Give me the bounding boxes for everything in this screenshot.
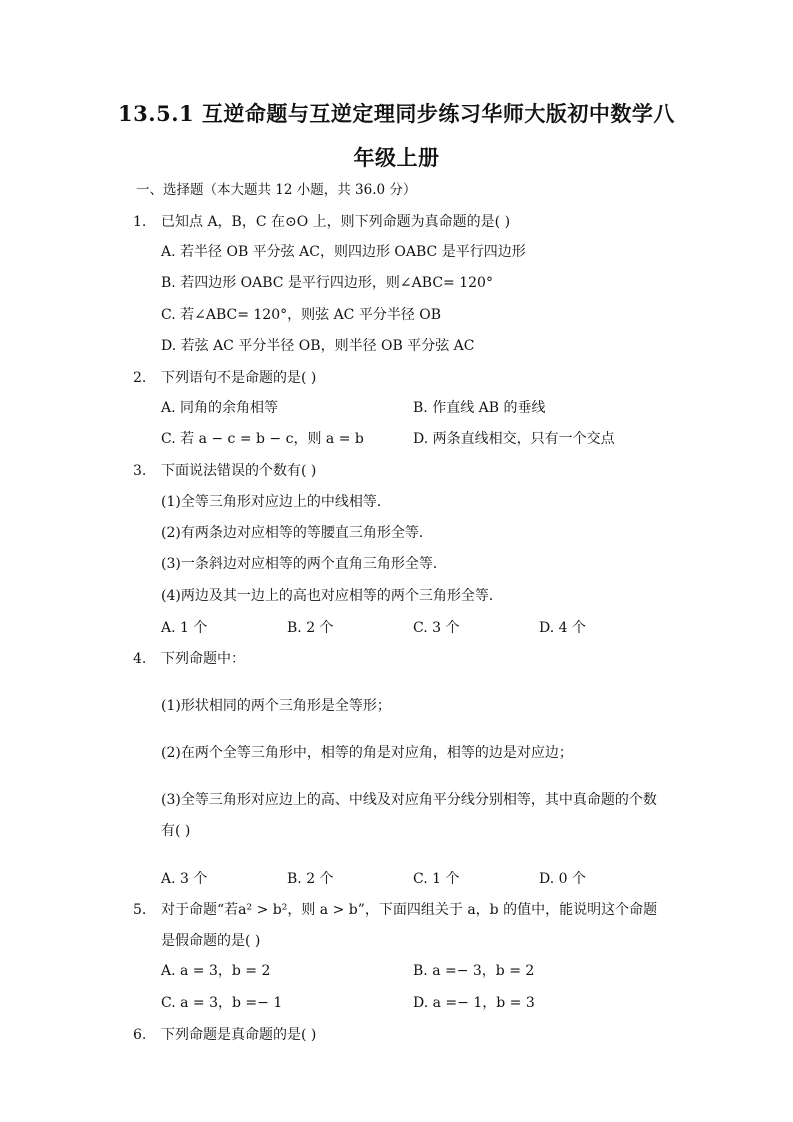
option: A. 若半径 OB 平分弦 AC，则四边形 OABC 是平行四边形 [161,244,526,260]
option: A. 3 个 [161,871,208,887]
question-number: 2. [133,370,147,386]
doc-title-line1: 13.5.1 互逆命题与互逆定理同步练习华师大版初中数学八 [118,101,675,126]
question-stem: 已知点 A，B，C 在⊙O 上，则下列命题为真命题的是( ) [161,214,511,230]
option: B. 作直线 AB 的垂线 [413,400,546,416]
option: A. 1 个 [161,620,208,636]
question-number: 5. [133,902,147,918]
option: B. a =− 3，b = 2 [413,963,535,979]
question-number: 3. [133,463,147,479]
question-stem: 下面说法错误的个数有( ) [161,463,317,479]
question-stem: 下列命题是真命题的是( ) [161,1027,317,1043]
question-number: 1. [133,214,147,230]
option: B. 2 个 [287,871,334,887]
option: C. 3 个 [413,620,460,636]
option: B. 若四边形 OABC 是平行四边形，则∠ABC= 120° [161,275,493,291]
question-stem: 对于命题“若a² > b²，则 a > b”，下面四组关于 a，b 的值中，能说明这个命题 [161,902,658,918]
statement: (1)全等三角形对应边上的中线相等． [161,494,391,510]
question-stem: 下列命题中： [161,651,245,667]
statement: (2)有两条边对应相等的等腰直三角形全等． [161,525,433,541]
question-stem: 下列语句不是命题的是( ) [161,370,317,386]
section-heading: 一、选择题（本大题共 12 小题，共 36.0 分） [136,182,417,198]
statement: (3)一条斜边对应相等的两个直角三角形全等． [161,556,447,572]
doc-title-line2: 年级上册 [353,145,440,170]
option: C. 1 个 [413,871,460,887]
option: D. 两条直线相交，只有一个交点 [413,431,615,447]
option: A. 同角的余角相等 [161,400,279,416]
option: C. a = 3，b =− 1 [161,995,283,1011]
option: B. 2 个 [287,620,334,636]
statement: (1)形状相同的两个三角形是全等形； [161,698,391,714]
question-number: 4. [133,651,147,667]
question-number: 6. [133,1027,147,1043]
question-stem-continued: 是假命题的是( ) [161,933,261,949]
option: D. 0 个 [539,871,586,887]
option: A. a = 3，b = 2 [161,963,271,979]
statement: (2)在两个全等三角形中，相等的角是对应角，相等的边是对应边； [161,745,573,761]
option: D. 若弦 AC 平分半径 OB，则半径 OB 平分弦 AC [161,338,475,354]
option: D. 4 个 [539,620,586,636]
option: C. 若 a − c = b − c，则 a = b [161,431,364,447]
statement: 有( ) [161,823,191,839]
option: C. 若∠ABC= 120°，则弦 AC 平分半径 OB [161,307,442,323]
statement: (3)全等三角形对应边上的高、中线及对应角平分线分别相等，其中真命题的个数 [161,792,657,808]
option: D. a =− 1，b = 3 [413,995,535,1011]
statement: (4)两边及其一边上的高也对应相等的两个三角形全等． [161,588,503,604]
